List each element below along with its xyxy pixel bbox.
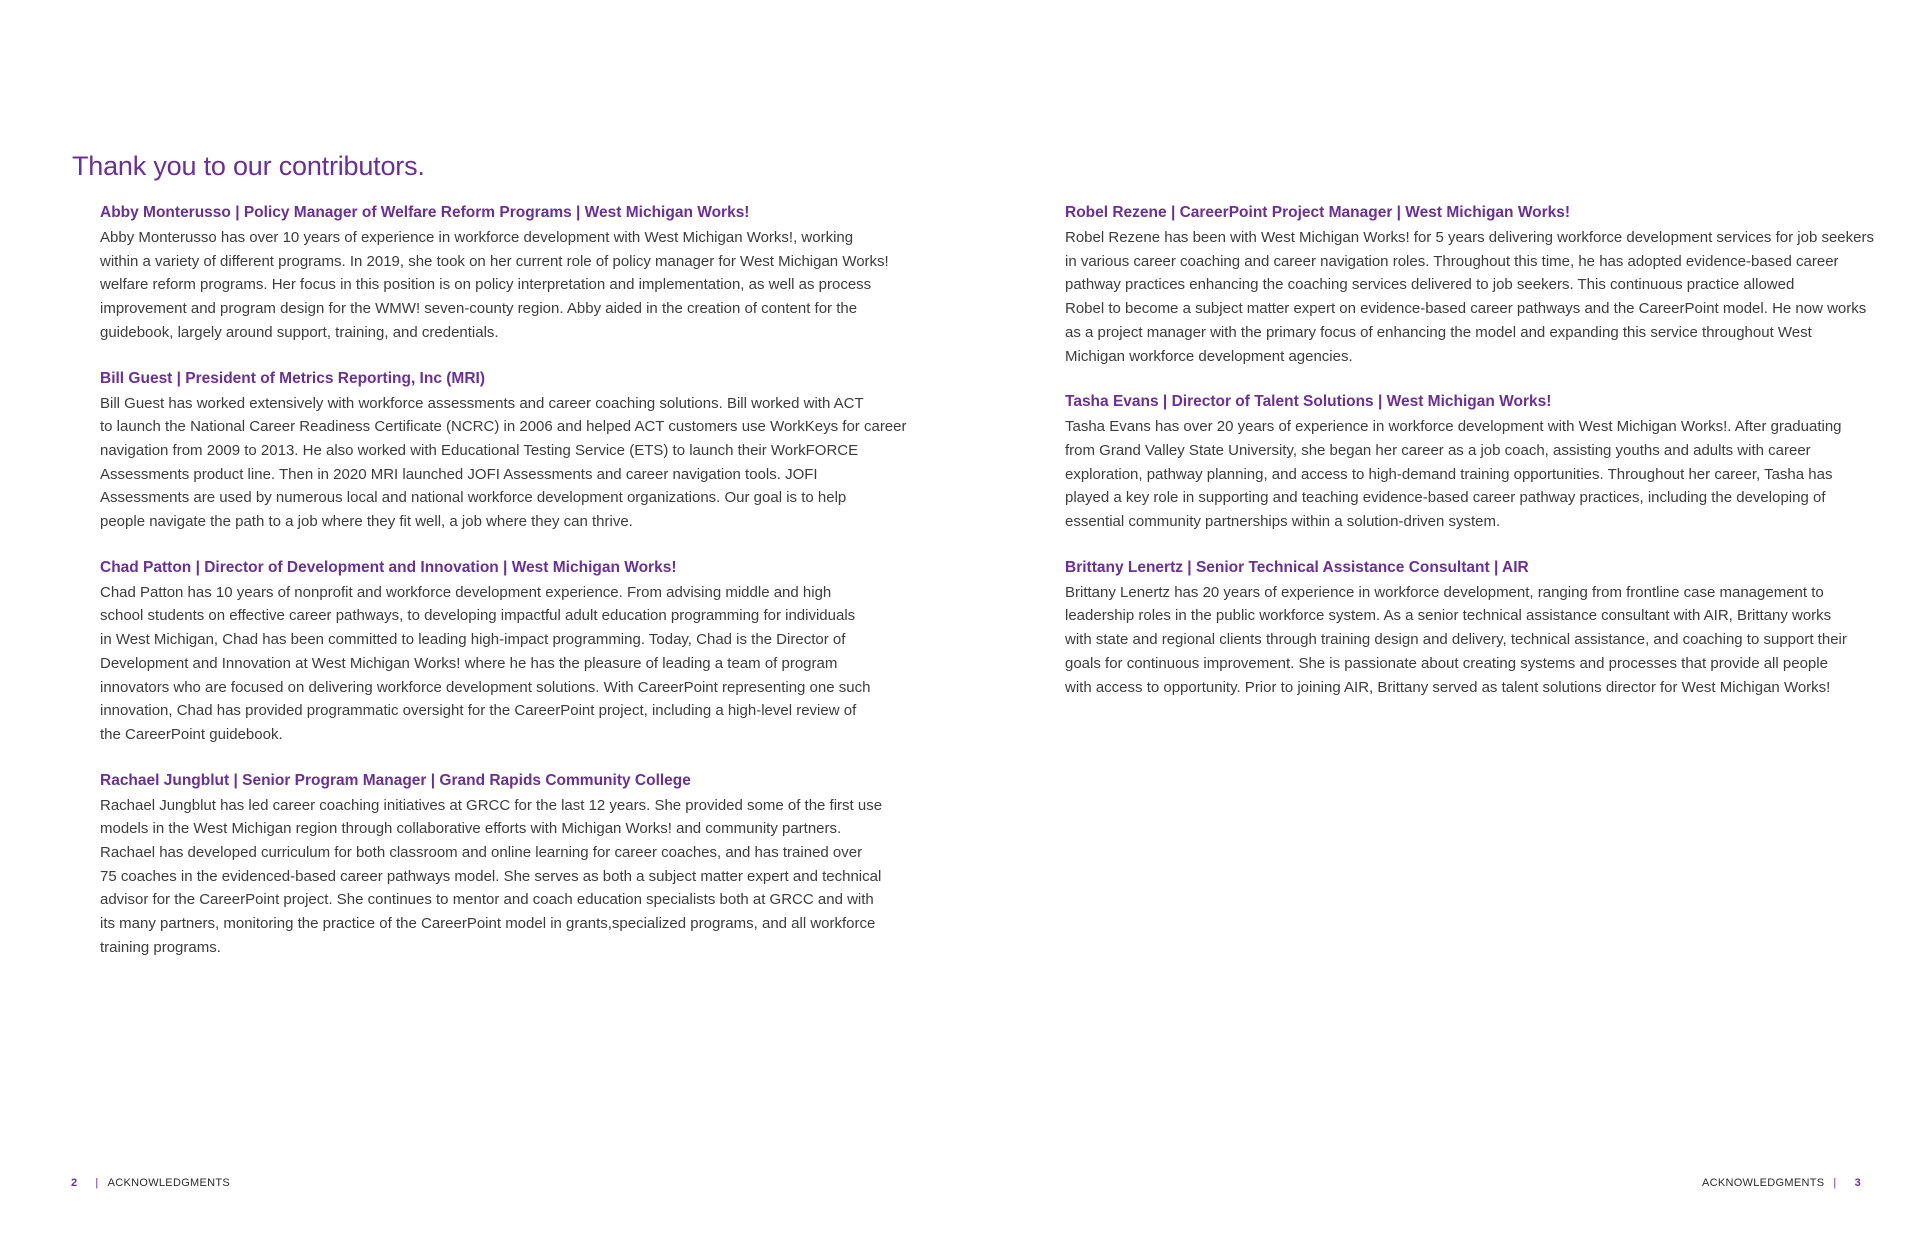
footer-separator: |: [95, 1177, 99, 1189]
page-number-left: 2: [71, 1177, 78, 1189]
footer-right: [1702, 1177, 1861, 1189]
contributor-heading: Abby Monterusso | Policy Manager of Welfare Reform Programs | West Michigan Works!: [100, 204, 750, 221]
contributor-heading: Brittany Lenertz | Senior Technical Assistance Consultant | AIR: [1065, 558, 1529, 576]
footer-separator: |: [1833, 1177, 1837, 1189]
contributor-bio: Tasha Evans has over 20 years of experience in workforce development with West Michigan Works!. After graduating from Grand Valley State University, she began her career as a job coach, assisting youths and adults with career exploration, pathway planning, and access to high-demand training opportunities. Throughout her career, Tasha has played a key role in supporting and teaching evidence-based career pathway practices, including the developing of essential community partnerships within a solution-driven system.: [1065, 418, 1842, 531]
contributor-heading: Bill Guest | President of Metrics Reporting, Inc (MRI): [100, 369, 485, 387]
contributor-entry: [100, 555, 910, 747]
contributor-entry: [1065, 389, 1865, 534]
contributor-bio: Brittany Lenertz has 20 years of experience in workforce development, ranging from frontline case management to leadership roles in the public workforce system. As a senior technical assistance consultant with AIR, Brittany works with state and regional clients through training design and delivery, technical assistance, and coaching to support their goals for continuous improvement. She is passionate about creating systems and processes that provide all people with access to opportunity. Prior to joining AIR, Brittany served as talent solutions director for West Michigan Works!: [1065, 583, 1847, 696]
contributor-entry: [100, 768, 910, 960]
page-title: Thank you to our contributors.: [72, 151, 425, 181]
contributor-bio: Bill Guest has worked extensively with workforce assessments and career coaching solutions. Bill worked with ACT to launch the National Career Readiness Certificate (NCRC) in 2006 and helped ACT customers use WorkKeys for career navigation from 2009 to 2013. He also worked with Educational Testing Service (ETS) to launch their WorkFORCE Assessments product line. Then in 2020 MRI launched JOFI Assessments and career navigation tools. JOFI Assessments are used by numerous local and national workforce development organizations. Our goal is to help people navigate the path to a job where they fit well, a job where they can thrive.: [100, 394, 907, 531]
contributor-heading: Tasha Evans | Director of Talent Solutions | West Michigan Works!: [1065, 393, 1552, 411]
right-column: [1065, 200, 1874, 720]
contributor-bio: Chad Patton has 10 years of nonprofit and workforce development experience. From advising middle and high school students on effective career pathways, to developing impactful adult education programming for individuals in West Michigan, Chad has been committed to leading high-impact programming. Today, Chad is the Director of Development and Innovation at West Michigan Works! where he has the pleasure of leading a team of program innovators who are focused on delivering workforce development solutions. With CareerPoint representing one such innovation, Chad has provided programmatic oversight for the CareerPoint project, including a high-level review of the CareerPoint guidebook.: [100, 583, 871, 743]
page-number-right: 3: [1854, 1177, 1861, 1189]
footer-section-label: ACKNOWLEDGMENTS: [107, 1177, 231, 1189]
contributor-entry: [100, 200, 910, 345]
contributor-entry: [1065, 200, 1874, 368]
footer-left: [71, 1177, 230, 1189]
footer-section-label: ACKNOWLEDGMENTS: [1701, 1177, 1825, 1189]
left-column: [100, 200, 910, 981]
contributor-bio: Abby Monterusso has over 10 years of experience in workforce development with West Michigan Works!, working within a variety of different programs. In 2019, she took on her current role of policy manager for West Michigan Works! welfare reform programs. Her focus in this position is on policy interpretation and implementation, as well as process improvement and program design for the WMW! seven-county region. Abby aided in the creation of content for the guidebook, largely around support, training, and credentials.: [100, 229, 889, 341]
contributor-bio: Rachael Jungblut has led career coaching initiatives at GRCC for the last 12 years. She provided some of the first use models in the West Michigan region through collaborative efforts with Michigan Works! and community partners. Rachael has developed curriculum for both classroom and online learning for career coaches, and has trained over 75 coaches in the evidenced-based career pathways model. She serves as both a subject matter expert and technical advisor for the CareerPoint project. She continues to mentor and coach education specialists both at GRCC and with its many partners, monitoring the practice of the CareerPoint model in grants,specialized programs, and all workforce training programs.: [100, 796, 883, 956]
contributor-entry: [1065, 555, 1865, 700]
contributor-entry: [100, 366, 910, 534]
contributor-heading: Robel Rezene | CareerPoint Project Manager | West Michigan Works!: [1065, 204, 1571, 221]
contributor-heading: Chad Patton | Director of Development and Innovation | West Michigan Works!: [100, 558, 677, 576]
contributor-heading: Rachael Jungblut | Senior Program Manager | Grand Rapids Community College: [100, 771, 691, 789]
contributor-bio: Robel Rezene has been with West Michigan Works! for 5 years delivering workforce development services for job seekers in various career coaching and career navigation roles. Throughout this time, he has adopted evidence-based career pathway practices enhancing the coaching services delivered to job seekers. This continuous practice allowed Robel to become a subject matter expert on evidence-based career pathways and the CareerPoint model. He now works as a project manager with the primary focus of enhancing the model and expanding this service throughout West Michigan workforce development agencies.: [1065, 229, 1874, 365]
